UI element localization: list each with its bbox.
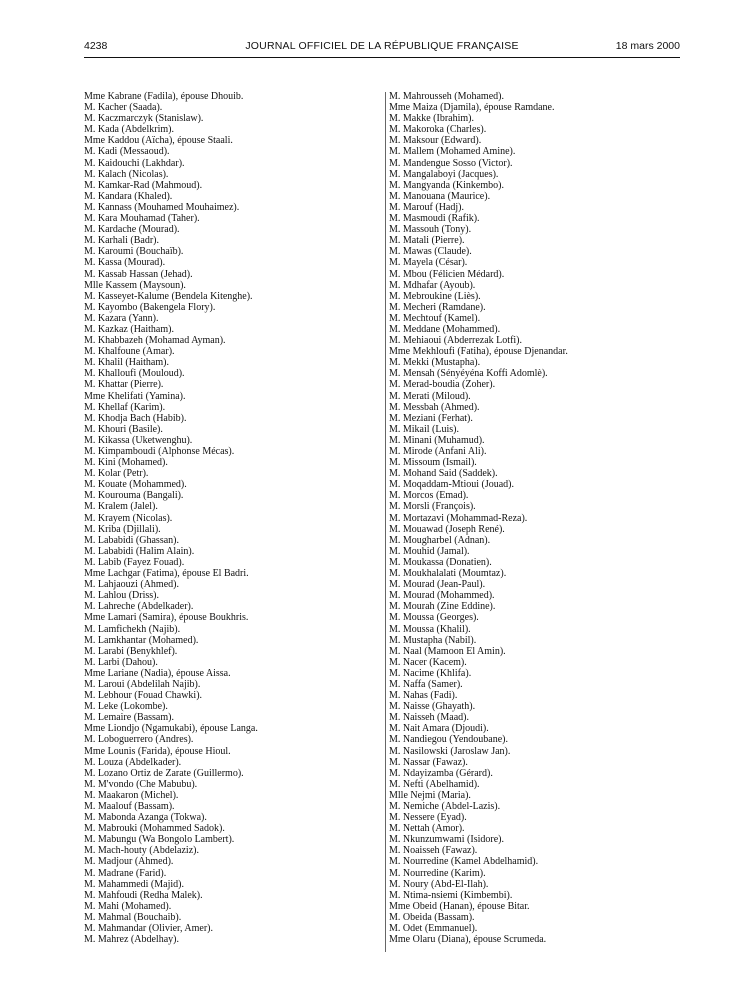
name-entry: M. Messbah (Ahmed). <box>389 401 480 413</box>
column-divider <box>385 92 386 952</box>
name-entry: M. Mawas (Claude). <box>389 246 472 258</box>
name-entry: M. Missoum (Ismail). <box>389 457 477 469</box>
name-entry: M. Mirode (Anfani Ali). <box>389 446 487 457</box>
name-entry: M. Nassar (Fawaz). <box>389 756 468 768</box>
name-entry: M. Mangalaboyi (Jacques). <box>389 168 499 180</box>
name-entry: M. Mangyanda (Kinkembo). <box>389 179 504 191</box>
page-header <box>84 40 680 54</box>
name-entry: M. Merati (Miloud). <box>389 390 471 402</box>
name-entry: Mme Khelifati (Yamina). <box>84 390 186 402</box>
name-entry: M. Mahammedi (Majid). <box>84 878 184 890</box>
name-entry: M. Karhali (Badr). <box>84 235 159 247</box>
name-entry: M. Leke (Lokombe). <box>84 701 168 713</box>
name-entry: M. Mahfoudi (Redha Malek). <box>84 889 203 901</box>
name-entry: M. Mandengue Sosso (Victor). <box>389 157 513 169</box>
name-entry: M. Khellaf (Karim). <box>84 401 166 413</box>
name-entry: M. Labib (Fayez Fouad). <box>84 556 185 568</box>
name-entry: M. Kada (Abdelkrim). <box>84 124 174 136</box>
name-entry: M. Naisse (Ghayath). <box>389 701 476 713</box>
name-entry: Mme Lariane (Nadia), épouse Aissa. <box>84 667 231 679</box>
name-entry: M. Mechtouf (Kamel). <box>389 312 481 324</box>
name-entry: M. Massouh (Tony). <box>389 224 472 236</box>
name-entry: M. Ndayizamba (Gérard). <box>389 767 493 779</box>
name-entry: M. Khouri (Basile). <box>84 423 163 435</box>
name-entry: M. Nandiegou (Yendoubane). <box>389 734 508 746</box>
name-entry: Mme Obeid (Hanan), épouse Bitar. <box>389 900 530 912</box>
name-entry: M. Loboguerrero (Andres). <box>84 734 194 746</box>
name-entry: M. Mahi (Mohamed). <box>84 900 172 912</box>
name-entry: M. Kaidouchi (Lakhdar). <box>84 157 185 169</box>
name-entry: M. Kamkar-Rad (Mahmoud). <box>84 179 203 191</box>
name-entry: M. Nessere (Eyad). <box>389 812 467 824</box>
name-entry: M. Ntima-nsiemi (Kimbembi). <box>389 889 513 901</box>
journal-title: JOURNAL OFFICIEL DE LA RÉPUBLIQUE FRANÇAISE <box>245 40 519 52</box>
name-entry: M. Mach-houty (Abdelaziz). <box>84 845 199 857</box>
name-entry: M. Kolar (Petr). <box>84 468 149 480</box>
name-entry: M. Noury (Abd-El-Ilah). <box>389 878 489 890</box>
name-entry: Mme Kabrane (Fadila), épouse Dhouib. <box>84 91 244 102</box>
name-entry: Mme Lamari (Samira), épouse Boukhris. <box>84 612 249 624</box>
name-entry: M. Meddane (Mohammed). <box>389 323 501 335</box>
name-entry: M. Mahrousseh (Mohamed). <box>389 91 504 102</box>
name-entry: M. Kikassa (Uketwenghu). <box>84 434 193 446</box>
name-entry: M. Moussa (Georges). <box>389 612 479 624</box>
name-entry: M. Khabbazeh (Mohamad Ayman). <box>84 335 226 347</box>
name-entry: M. Kriba (Djillali). <box>84 523 161 535</box>
name-entry: M. Maalouf (Bassam). <box>84 801 175 812</box>
name-entry: M. Obeida (Bassam). <box>389 911 475 923</box>
name-entry: M. Mecheri (Ramdane). <box>389 301 486 313</box>
name-entry: M. Mahmal (Bouchaib). <box>84 911 182 923</box>
name-entry: M. Kadi (Messaoud). <box>84 146 170 158</box>
name-entry: M. Kini (Mohamed). <box>84 457 168 469</box>
name-entry: M. Lahlou (Driss). <box>84 590 159 602</box>
name-entry: M. Mabungu (Wa Bongolo Lambert). <box>84 834 235 846</box>
name-entry: M. Makke (Ibrahim). <box>389 113 474 125</box>
name-entry: M. Kacher (Saada). <box>84 102 163 114</box>
name-entry: M. Kassa (Mourad). <box>84 257 166 269</box>
name-entry: Mlle Kassem (Maysoun). <box>84 279 186 291</box>
name-entry: M. Mabrouki (Mohammed Sadok). <box>84 823 225 835</box>
name-entry: M. Mouhid (Jamal). <box>389 545 470 557</box>
name-entry: M. Mallem (Mohamed Amine). <box>389 146 516 158</box>
name-entry: M. Mourad (Mohammed). <box>389 590 495 602</box>
name-entry: M. Moukassa (Donatien). <box>389 556 492 568</box>
name-entry: M. Lemaire (Bassam). <box>84 712 174 724</box>
name-entry: M. Marouf (Hadj). <box>389 201 464 213</box>
name-entry: M. Kayombo (Bakengela Flory). <box>84 301 216 313</box>
name-entry: M. Khalfoune (Amar). <box>84 346 175 358</box>
name-entry: M. Lamkhantar (Mohamed). <box>84 634 199 646</box>
name-entry: Mme Lachgar (Fatima), épouse El Badri. <box>84 568 249 580</box>
name-entry: Mme Olaru (Diana), épouse Scrumeda. <box>389 934 547 946</box>
name-entry: Mme Maiza (Djamila), épouse Ramdane. <box>389 102 555 114</box>
name-entry: M. Mohand Said (Saddek). <box>389 468 498 480</box>
name-entry: Mme Kaddou (Aïcha), épouse Staali. <box>84 135 233 147</box>
name-entry: M. Kardache (Mourad). <box>84 224 180 236</box>
name-entry: M. Lahjaouzi (Ahmed). <box>84 579 179 591</box>
name-entry: M. Louza (Abdelkader). <box>84 756 182 768</box>
name-entry: M. Khattar (Pierre). <box>84 379 164 391</box>
name-entry: M. Nacime (Khlifa). <box>389 667 472 679</box>
name-entry: M. Kassab Hassan (Jehad). <box>84 268 193 280</box>
left-column-name-list <box>84 91 384 945</box>
name-entry: M. Moussa (Khalil). <box>389 623 471 635</box>
name-entry: M. Krayem (Nicolas). <box>84 512 173 524</box>
name-entry: M. Nacer (Kacem). <box>389 656 467 668</box>
name-entry: M. Makoroka (Charles). <box>389 124 487 136</box>
name-entry: Mme Lounis (Farida), épouse Hioul. <box>84 745 231 757</box>
name-entry: M. Nettah (Amor). <box>389 823 465 835</box>
name-entry: M. Masmoudi (Rafik). <box>389 213 480 225</box>
name-entry: M. Mourad (Jean-Paul). <box>389 579 486 591</box>
page-number: 4238 <box>84 40 108 52</box>
name-entry: M. Larbi (Dahou). <box>84 656 158 668</box>
name-entry: M. Minani (Muhamud). <box>389 434 485 446</box>
name-entry: M. Kasseyet-Kalume (Bendela Kitenghe). <box>84 290 253 302</box>
name-entry: M. Kimpamboudi (Alphonse Mécas). <box>84 446 235 457</box>
name-entry: M. Mourah (Zine Eddine). <box>389 601 496 613</box>
name-entry: M. Mouawad (Joseph René). <box>389 523 505 535</box>
name-entry: M. Lababidi (Ghassan). <box>84 534 179 546</box>
name-entry: M. Mougharbel (Adnan). <box>389 534 491 546</box>
name-entry: M. Karoumi (Bouchaïb). <box>84 246 184 258</box>
name-entry: M. Matali (Pierre). <box>389 235 465 247</box>
name-entry: M. Nemiche (Abdel-Lazis). <box>389 801 501 812</box>
name-entry: M. Kazkaz (Haitham). <box>84 323 174 335</box>
name-entry: M. Kandara (Khaled). <box>84 190 173 202</box>
name-entry: M. Mekki (Mustapha). <box>389 357 481 369</box>
name-entry: M. Kannass (Mouhamed Mouhaimez). <box>84 201 240 213</box>
name-entry: M. Khalil (Haitham). <box>84 357 169 369</box>
name-entry: M. Moqaddam-Mtioui (Jouad). <box>389 479 514 491</box>
name-entry: M. Kouate (Mohammed). <box>84 479 187 491</box>
name-entry: M. Kourouma (Bangali). <box>84 490 184 502</box>
name-entry: M. Kalach (Nicolas). <box>84 168 169 180</box>
name-entry: M. Mbou (Félicien Médard). <box>389 268 505 280</box>
name-entry: Mme Liondjo (Ngamukabi), épouse Langa. <box>84 723 258 735</box>
name-entry: M. Madjour (Ahmed). <box>84 856 174 868</box>
name-entry: M. Odet (Emmanuel). <box>389 923 478 935</box>
name-entry: M. Naal (Mamoon El Amin). <box>389 645 506 657</box>
name-entry: M. Meziani (Ferhat). <box>389 412 473 424</box>
name-entry: M. Kara Mouhamad (Taher). <box>84 213 200 225</box>
name-entry: M. Nahas (Fadi). <box>389 690 458 702</box>
name-entry: M. Mikail (Luis). <box>389 423 459 435</box>
name-entry: M. Naisseh (Maad). <box>389 712 469 724</box>
name-entry: Mme Mekhloufi (Fatiha), épouse Djenandar. <box>389 346 568 358</box>
name-entry: M. Maksour (Edward). <box>389 135 482 147</box>
name-entry: M. Kralem (Jalel). <box>84 501 158 513</box>
name-entry: M. Mdhafar (Ayoub). <box>389 279 476 291</box>
name-entry: M. Mustapha (Nabil). <box>389 634 477 646</box>
name-entry: M. Mahmandar (Olivier, Amer). <box>84 923 214 935</box>
name-entry: M. Maakaron (Michel). <box>84 789 179 801</box>
name-entry: M. Kazara (Yann). <box>84 312 159 324</box>
name-entry: M. Lamfichekh (Najib). <box>84 623 181 635</box>
name-entry: M. Nefti (Abelhamid). <box>389 778 480 790</box>
name-entry: M. Mehiaoui (Abderrezak Lotfi). <box>389 335 523 347</box>
name-entry: M. Lababidi (Halim Alain). <box>84 545 195 557</box>
name-entry: M. Nourredine (Kamel Abdelhamid). <box>389 856 539 868</box>
name-entry: M. Naffa (Samer). <box>389 678 463 690</box>
name-entry: M. Kaczmarczyk (Stanislaw). <box>84 113 204 125</box>
publication-date: 18 mars 2000 <box>615 40 680 52</box>
name-entry: M. Laroui (Abdelilah Najib). <box>84 678 201 690</box>
name-entry: M. Khalloufi (Mouloud). <box>84 368 185 380</box>
name-entry: M. Mahrez (Abdelhay). <box>84 934 179 946</box>
name-entry: M. Larabi (Benykhlef). <box>84 645 178 657</box>
name-entry: M. Khodja Bach (Habib). <box>84 412 187 424</box>
name-entry: M. Nourredine (Karim). <box>389 867 486 879</box>
name-entry: M. Lahreche (Abdelkader). <box>84 601 194 613</box>
name-entry: M. Merad-boudia (Zoher). <box>389 379 496 391</box>
name-entry: M. Mayela (César). <box>389 257 468 269</box>
name-entry: M. Nait Amara (Djoudi). <box>389 723 489 735</box>
name-entry: M. M'vondo (Che Mabubu). <box>84 778 198 790</box>
name-entry: M. Madrane (Farid). <box>84 867 167 879</box>
name-entry: M. Nkunzumwami (Isidore). <box>389 834 504 846</box>
name-entry: M. Manouana (Maurice). <box>389 190 491 202</box>
name-entry: M. Mabonda Azanga (Tokwa). <box>84 812 207 824</box>
header-rule <box>84 57 680 58</box>
name-entry: M. Lozano Ortiz de Zarate (Guillermo). <box>84 767 244 779</box>
name-entry: M. Noaisseh (Fawaz). <box>389 845 478 857</box>
right-column-name-list <box>389 91 689 945</box>
name-entry: M. Mebroukine (Liès). <box>389 290 481 302</box>
name-entry: M. Mortazavi (Mohammad-Reza). <box>389 512 528 524</box>
name-entry: M. Morcos (Emad). <box>389 490 469 502</box>
name-entry: M. Mensah (Sényéyéna Koffi Adomlè). <box>389 368 548 380</box>
name-entry: M. Nasilowski (Jaroslaw Jan). <box>389 745 511 757</box>
name-entry: M. Moukhalalati (Moumtaz). <box>389 568 507 580</box>
name-entry: Mlle Nejmi (Maria). <box>389 789 471 801</box>
name-entry: M. Morsli (François). <box>389 501 476 513</box>
name-entry: M. Lebhour (Fouad Chawki). <box>84 690 203 702</box>
